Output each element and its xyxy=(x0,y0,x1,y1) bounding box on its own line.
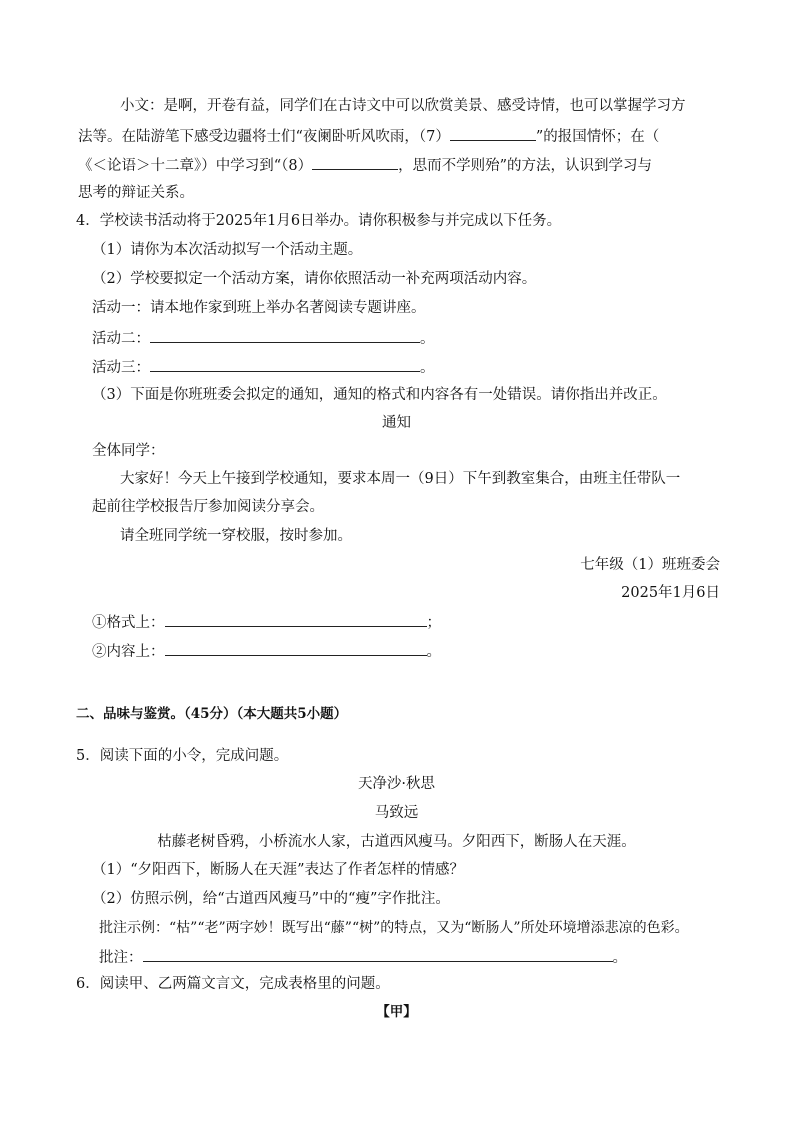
activity-3-period: 。 xyxy=(420,360,435,376)
notice-signature: 七年级（1）班班委会 xyxy=(580,557,720,573)
notice-body-line-3: 请全班同学统一穿校服，按时参加。 xyxy=(120,528,352,544)
q5-sub2: （2）仿照示例，给“古道西风瘦马”中的“瘦”字作批注。 xyxy=(92,891,450,907)
q6-part-label: 【甲】 xyxy=(376,1004,417,1020)
intro-line-2-text-b: ”的报国情怀；在（ xyxy=(535,129,660,145)
notice-body-line-1: 大家好！今天上午接到学校通知，要求本周一（9日）下午到教室集合，由班主任带队一 xyxy=(120,471,681,487)
answer-content-blank[interactable] xyxy=(165,640,427,656)
annotation-label: 批注： xyxy=(99,950,143,966)
answer-content-label: ②内容上： xyxy=(92,644,165,660)
intro-line-2-text-a: 法等。在陆游笔下感受边疆将士们“夜阑卧听风吹雨，（7） xyxy=(78,129,450,145)
notice-salutation: 全体同学： xyxy=(92,443,165,459)
intro-line-2 xyxy=(78,125,659,147)
notice-body-line-2: 起前往学校报告厅参加阅读分享会。 xyxy=(92,499,324,515)
q4-sub2: （2）学校要拟定一个活动方案，请你依照活动一补充两项活动内容。 xyxy=(92,271,537,287)
intro-line-3-text-b: ，思而不学则殆”的方法，认识到学习与 xyxy=(398,158,653,174)
intro-line-3 xyxy=(78,154,652,176)
q4-activity-3 xyxy=(92,356,435,378)
notice-date: 2025年1月6日 xyxy=(621,585,720,601)
q6-stem: 6．阅读甲、乙两篇文言文，完成表格里的问题。 xyxy=(76,976,390,992)
q5-sub1: （1）“夕阳西下，断肠人在天涯”表达了作者怎样的情感？ xyxy=(92,862,465,878)
intro-line-1: 小文：是啊，开卷有益，同学们在古诗文中可以欣赏美景、感受诗情，也可以掌握学习方 xyxy=(120,98,686,114)
blank-7[interactable] xyxy=(450,125,536,141)
answer-format xyxy=(92,611,441,633)
q4-sub3: （3）下面是你班班委会拟定的通知，通知的格式和内容各有一处错误。请你指出并改正。 xyxy=(92,387,667,403)
annotation-end: 。 xyxy=(612,950,627,966)
activity-2-label: 活动二： xyxy=(92,331,150,347)
poem-text: 枯藤老树昏鸦，小桥流水人家，古道西风瘦马。夕阳西下，断肠人在天涯。 xyxy=(157,834,636,850)
notice-title: 通知 xyxy=(382,415,411,431)
q4-activity-2 xyxy=(92,327,435,349)
q5-example: 批注示例：“枯”“老”两字妙！既写出“藤”“树”的特点，又为“断肠人”所处环境增添悲凉的色彩。 xyxy=(99,920,689,936)
q5-stem: 5．阅读下面的小令，完成问题。 xyxy=(76,748,289,764)
q4-sub1: （1）请你为本次活动拟写一个活动主题。 xyxy=(92,242,363,258)
activity-3-blank[interactable] xyxy=(150,356,420,372)
section-2-heading: 二、品味与鉴赏。（45分）（本大题共5小题） xyxy=(76,706,348,722)
activity-2-blank[interactable] xyxy=(150,327,420,343)
answer-format-blank[interactable] xyxy=(165,611,427,627)
intro-line-3-text-a: 《＜论语＞十二章》）中学习到“（8） xyxy=(78,158,313,174)
activity-3-label: 活动三： xyxy=(92,360,150,376)
annotation-blank[interactable] xyxy=(143,946,613,962)
blank-8[interactable] xyxy=(312,154,398,170)
poem-author: 马致远 xyxy=(374,805,419,821)
q4-activity-1: 活动一：请本地作家到班上举办名著阅读专题讲座。 xyxy=(92,300,426,316)
answer-format-end: ； xyxy=(426,615,441,631)
intro-line-4: 思考的辩证关系。 xyxy=(78,185,194,201)
q5-annotation xyxy=(99,946,627,968)
activity-2-period: 。 xyxy=(420,331,435,347)
q4-stem: 4．学校读书活动将于2025年1月6日举办。请你积极参与并完成以下任务。 xyxy=(76,213,562,229)
answer-content xyxy=(92,640,441,662)
poem-title: 天净沙·秋思 xyxy=(357,776,436,792)
answer-format-label: ①格式上： xyxy=(92,615,165,631)
answer-content-end: 。 xyxy=(426,644,441,660)
